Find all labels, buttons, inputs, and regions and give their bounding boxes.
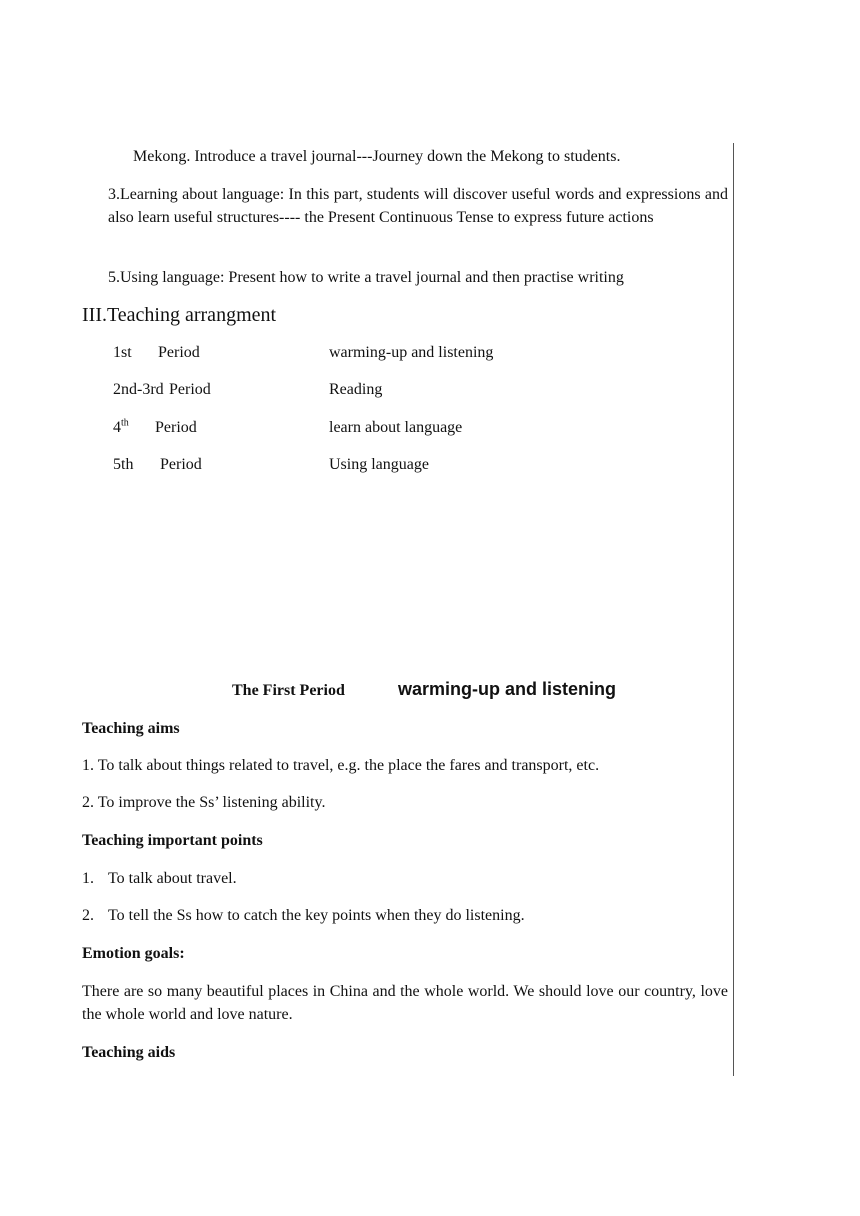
period-content: Reading bbox=[329, 381, 383, 398]
section-5-paragraph: 5.Using language: Present how to write a travel journal and then practise writing bbox=[108, 269, 624, 286]
period-number: 2nd-3rd bbox=[113, 381, 164, 398]
emotion-goals-paragraph: There are so many beautiful places in China and the whole world. We should love our country, love the whole world and love nature. bbox=[82, 983, 728, 1023]
list-text: To tell the Ss how to catch the key points when they do listening. bbox=[108, 907, 525, 924]
first-period-title: The First Period bbox=[232, 682, 345, 699]
period-number-wrap bbox=[113, 417, 129, 439]
period-label: Period bbox=[158, 344, 200, 361]
section-3-paragraph: 3.Learning about language: In this part, students will discover useful words and expressions and also learn useful structures---- the Present Continuous Tense to express future actions bbox=[108, 186, 728, 226]
period-number: 5th bbox=[113, 456, 134, 473]
period-number-suffix: th bbox=[121, 417, 129, 429]
teaching-aims-heading: Teaching aims bbox=[82, 720, 180, 737]
period-label: Period bbox=[155, 419, 197, 436]
period-content: Using language bbox=[329, 456, 429, 473]
teaching-arrangement-heading: III.Teaching arrangment bbox=[82, 304, 277, 326]
period-label: Period bbox=[160, 456, 202, 473]
period-content: warming-up and listening bbox=[329, 344, 494, 361]
period-number: 4 bbox=[113, 419, 121, 436]
list-number: 1. bbox=[82, 870, 94, 887]
aim-item: 2. To improve the Ss’ listening ability. bbox=[82, 794, 326, 811]
teaching-aids-heading: Teaching aids bbox=[82, 1044, 176, 1061]
first-period-subtitle: warming-up and listening bbox=[398, 679, 617, 699]
margin-rule bbox=[733, 143, 734, 1076]
mekong-line: Mekong. Introduce a travel journal---Journey down the Mekong to students. bbox=[133, 148, 621, 165]
period-content: learn about language bbox=[329, 419, 463, 436]
important-points-heading: Teaching important points bbox=[82, 832, 263, 849]
emotion-goals-heading: Emotion goals: bbox=[82, 945, 185, 962]
period-label: Period bbox=[169, 381, 211, 398]
list-text: To talk about travel. bbox=[108, 870, 237, 887]
list-number: 2. bbox=[82, 907, 94, 924]
aim-item: 1. To talk about things related to travel, e.g. the place the fares and transport, etc. bbox=[82, 757, 600, 774]
period-number: 1st bbox=[113, 344, 132, 361]
